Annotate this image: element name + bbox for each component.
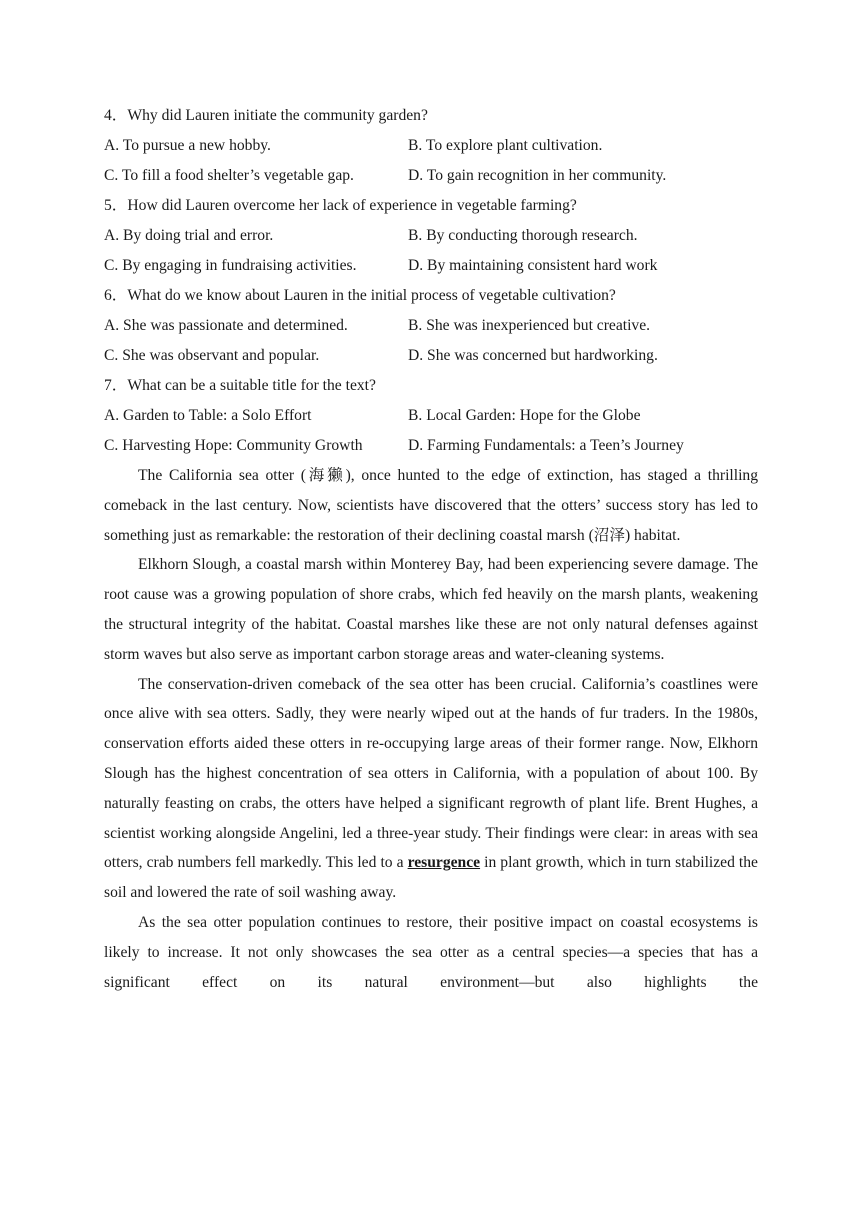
question-5-option-a: A. By doing trial and error. [104,227,274,244]
question-7-option-d: D. Farming Fundamentals: a Teen’s Journey [408,437,684,454]
question-6-option-b: B. She was inexperienced but creative. [408,317,651,334]
question-5-option-d: D. By maintaining consistent hard work [408,257,658,274]
question-7-option-b: B. Local Garden: Hope for the Globe [408,407,641,424]
question-4-option-b: B. To explore plant cultivation. [408,137,603,154]
question-4-option-d: D. To gain recognition in her community. [408,167,667,184]
question-5-stem: 5．How did Lauren overcome her lack of experience in vegetable farming? [104,197,577,214]
keyword-resurgence: resurgence [407,854,481,872]
question-7-option-a: A. Garden to Table: a Solo Effort [104,407,312,424]
question-4-options-row-2 [104,161,758,191]
passage-paragraph-3-part-2: in plant growth, which in turn stabilized the soil and lowered the rate of soil washing away. [104,854,758,902]
question-5-option-b: B. By conducting thorough research. [408,227,638,244]
question-6-option-d: D. She was concerned but hardworking. [408,347,658,364]
question-7-option-c: C. Harvesting Hope: Community Growth [104,437,363,454]
question-7-options-row-2 [104,431,758,461]
question-5-options-row-1 [104,221,758,251]
question-5-option-c: C. By engaging in fundraising activities. [104,257,357,274]
question-4-stem: 4．Why did Lauren initiate the community garden? [104,107,428,124]
document-page [104,101,758,997]
question-4-option-c: C. To fill a food shelter’s vegetable gap. [104,167,354,184]
question-6-options-row-1 [104,311,758,341]
passage-paragraph-1: The California sea otter (海獭), once hunted to the edge of extinction, has staged a thrilling comeback in the last century. Now, scientists have discovered that the otters’ success story has led to something just as remarkable: the restoration of their declining coastal marsh (沼泽) habitat. [104,467,758,544]
question-6-options-row-2 [104,341,758,371]
question-7-stem: 7．What can be a suitable title for the text? [104,377,376,394]
question-4-options-row-1 [104,131,758,161]
question-6-option-a: A. She was passionate and determined. [104,317,348,334]
question-4-option-a: A. To pursue a new hobby. [104,137,271,154]
question-6-option-c: C. She was observant and popular. [104,347,320,364]
passage-paragraph-4: As the sea otter population continues to restore, their positive impact on coastal ecosystems is likely to increase. It not only showcases the sea otter as a central species—a species that has a significant effect on its natural environment—but also highlights the [104,913,758,991]
question-5-options-row-2 [104,251,758,281]
passage-paragraph-3-part-1: The conservation-driven comeback of the sea otter has been crucial. California’s coastlines were once alive with sea otters. Sadly, they were nearly wiped out at the hands of fur traders. In the 1980s, conservation efforts aided these otters in re-occupying large areas of their former range. Now, Elkhorn Slough has the highest concentration of sea otters in California, with a population of about 100. By naturally feasting on crabs, the otters have helped a significant regrowth of plant life. Brent Hughes, a scientist working alongside Angelini, led a three-year study. Their findings were clear: in areas with sea otters, crab numbers fell markedly. This led to a [104,675,758,872]
passage-paragraph-2: Elkhorn Slough, a coastal marsh within Monterey Bay, had been experiencing severe damage. The root cause was a growing population of shore crabs, which fed heavily on the marsh plants, weakening the structural integrity of the habitat. Coastal marshes like these are not only natural defenses against storm waves but also serve as important carbon storage areas and water-cleaning systems. [104,556,758,663]
question-6-stem: 6．What do we know about Lauren in the initial process of vegetable cultivation? [104,287,616,304]
question-7-options-row-1 [104,401,758,431]
passage-paragraph-3 [104,670,758,908]
